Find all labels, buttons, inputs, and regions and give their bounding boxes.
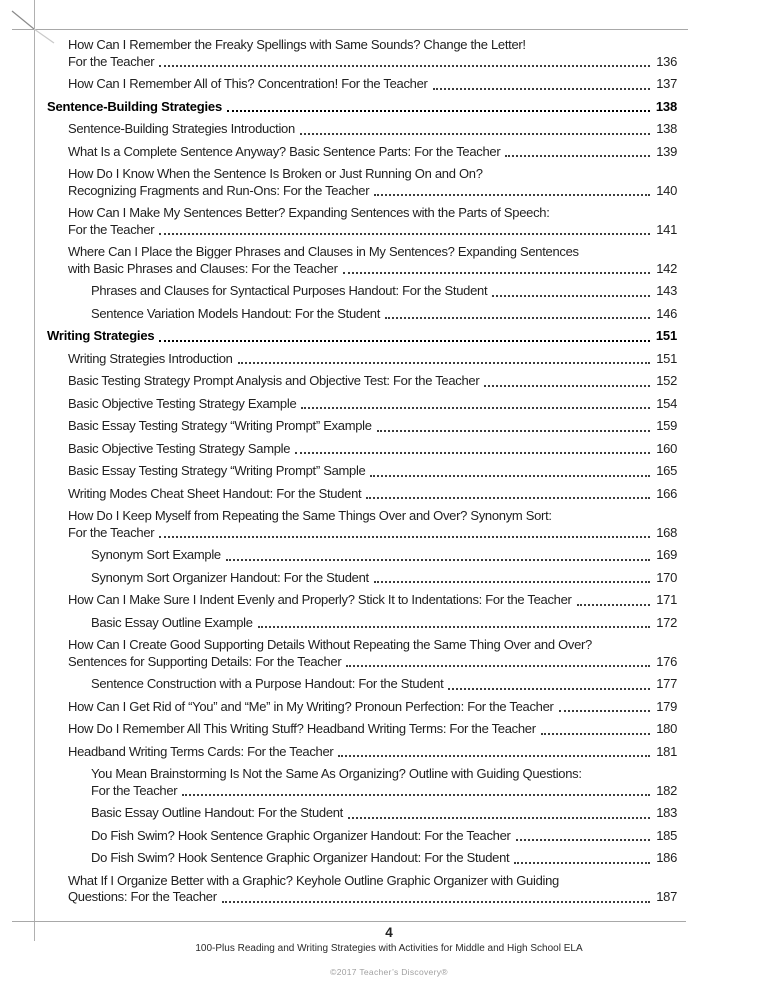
toc-entry-title: Synonym Sort Organizer Handout: For the Student — [91, 569, 369, 585]
toc-entry-last-line — [68, 373, 677, 390]
toc-entry-title: Writing Strategies Introduction — [68, 350, 233, 366]
toc-entry — [47, 328, 677, 345]
toc-entry-page-number: 138 — [656, 121, 677, 136]
toc-entry-page-number: 152 — [656, 373, 677, 388]
toc-entry — [47, 373, 677, 390]
toc-entry-title: Headband Writing Terms Cards: For the Teacher — [68, 743, 334, 759]
toc-entry-title: For the Teacher — [91, 782, 178, 798]
toc-entry — [47, 205, 677, 238]
toc-entry — [47, 699, 677, 716]
toc-entry-page-number: 168 — [656, 524, 677, 540]
toc-entry-title: Recognizing Fragments and Run-Ons: For the Teacher — [68, 182, 370, 198]
dot-leader — [448, 676, 650, 690]
toc-entry-title: Writing Modes Cheat Sheet Handout: For the Student — [68, 485, 362, 501]
toc-entry — [47, 570, 677, 587]
toc-entry — [47, 463, 677, 480]
copyright-notice: ©2017 Teacher’s Discovery® — [330, 967, 448, 977]
toc-entry-wrapped-lines — [68, 637, 677, 654]
toc-entry-last-line — [91, 570, 677, 587]
toc-entry — [47, 418, 677, 435]
toc-entry-page-number: 169 — [656, 547, 677, 562]
toc-entry-title: How Do I Remember All This Writing Stuff? Headband Writing Terms: For the Teacher — [68, 721, 536, 736]
toc-entry-title: Sentence Variation Models Handout: For the Student — [91, 305, 381, 321]
toc-entry — [47, 508, 677, 541]
toc-entry-page-number: 182 — [656, 782, 677, 798]
toc-entry-title: Phrases and Clauses for Syntactical Purposes Handout: For the Student — [91, 283, 488, 298]
toc-entry — [47, 615, 677, 632]
toc-entry-last-line — [68, 592, 677, 609]
toc-entry-title: Do Fish Swim? Hook Sentence Graphic Organizer Handout: For the Teacher — [91, 827, 511, 843]
dot-leader — [227, 99, 650, 113]
toc-entry-page-number: 176 — [656, 653, 677, 669]
toc-entry-last-line — [68, 699, 677, 716]
dot-leader — [492, 283, 650, 297]
toc-entry — [47, 828, 677, 845]
toc-entry-last-line — [91, 676, 677, 693]
toc-entry — [47, 283, 677, 300]
dot-leader — [295, 441, 650, 455]
toc-entry-line: How Do I Keep Myself from Repeating the Same Things Over and Over? Synonym Sort: — [68, 508, 552, 523]
toc-entry-page-number: 183 — [656, 805, 677, 820]
toc-entry-wrapped-lines — [68, 508, 677, 525]
toc-entry-last-line — [91, 306, 677, 323]
toc-entry-page-number: 151 — [655, 328, 677, 343]
dot-leader — [374, 183, 650, 197]
toc-entry-last-line — [68, 721, 677, 738]
toc-entry-title: Sentence-Building Strategies Introduction — [68, 121, 295, 136]
toc-entry-last-line — [91, 850, 677, 867]
toc-entry-title: Basic Essay Outline Example — [91, 614, 253, 630]
toc-entry-last-line — [91, 805, 677, 822]
dot-leader — [385, 306, 650, 320]
toc-entry-title: Sentence Construction with a Purpose Handout: For the Student — [91, 676, 444, 691]
toc-entry-page-number: 186 — [656, 850, 677, 865]
toc-entry-title: Questions: For the Teacher — [68, 889, 217, 904]
toc-entry-title: What Is a Complete Sentence Anyway? Basic Sentence Parts: For the Teacher — [68, 143, 501, 159]
toc-entry — [47, 805, 677, 822]
dot-leader — [238, 351, 650, 365]
toc-entry-page-number: 180 — [656, 721, 677, 736]
toc-entry-page-number: 170 — [656, 569, 677, 585]
toc-entry-wrapped-lines — [68, 205, 677, 222]
toc-entry-title: How Can I Make Sure I Indent Evenly and Properly? Stick It to Indentations: For the Teacher — [68, 592, 572, 607]
toc-entry-wrapped-lines — [68, 244, 677, 261]
toc-entry-line: How Can I Make My Sentences Better? Expanding Sentences with the Parts of Speech: — [68, 205, 550, 220]
toc-entry-page-number: 171 — [656, 592, 677, 607]
dot-leader — [159, 222, 650, 236]
toc-list — [47, 37, 677, 912]
toc-entry — [47, 76, 677, 93]
toc-entry — [47, 244, 677, 277]
toc-entry-last-line — [91, 615, 677, 632]
toc-entry-title: Basic Essay Outline Handout: For the Student — [91, 805, 343, 820]
toc-entry-last-line — [68, 418, 677, 435]
toc-entry-last-line — [68, 396, 677, 413]
toc-entry-title: Do Fish Swim? Hook Sentence Graphic Organizer Handout: For the Student — [91, 850, 510, 865]
folio-page-number: 4 — [385, 925, 393, 940]
toc-entry — [47, 121, 677, 138]
dot-leader — [222, 889, 650, 903]
toc-entry-last-line — [68, 486, 677, 503]
toc-entry-last-line — [68, 744, 677, 761]
toc-entry — [47, 441, 677, 458]
toc-entry — [47, 766, 677, 799]
toc-entry — [47, 873, 677, 906]
toc-entry-title: Basic Testing Strategy Prompt Analysis and Objective Test: For the Teacher — [68, 373, 480, 388]
toc-entry — [47, 676, 677, 693]
toc-entry-title: Writing Strategies — [47, 328, 155, 343]
toc-entry-wrapped-lines — [91, 766, 677, 783]
toc-entry — [47, 144, 677, 161]
toc-entry-last-line — [68, 144, 677, 161]
toc-entry-last-line — [68, 889, 677, 906]
toc-entry-page-number: 142 — [656, 260, 677, 276]
toc-entry-last-line — [91, 283, 677, 300]
toc-entry-last-line — [47, 328, 677, 345]
toc-entry-page-number: 160 — [656, 440, 677, 456]
dot-leader — [338, 744, 650, 758]
toc-entry-page-number: 181 — [656, 743, 677, 759]
dot-leader — [301, 396, 650, 410]
toc-entry-line: How Do I Know When the Sentence Is Broken or Just Running On and On? — [68, 166, 483, 181]
toc-entry — [47, 396, 677, 413]
toc-entry-last-line — [68, 351, 677, 368]
toc-entry-title: with Basic Phrases and Clauses: For the Teacher — [68, 260, 338, 276]
toc-entry — [47, 637, 677, 670]
toc-entry — [47, 99, 677, 116]
toc-entry-page-number: 143 — [656, 283, 677, 298]
toc-entry-last-line — [68, 54, 677, 71]
dot-leader — [159, 328, 650, 342]
toc-entry — [47, 592, 677, 609]
dot-leader — [516, 828, 650, 842]
dot-leader — [348, 805, 650, 819]
toc-entry-last-line — [68, 222, 677, 239]
toc-entry-last-line — [91, 547, 677, 564]
toc-entry-last-line — [68, 441, 677, 458]
toc-entry-line: You Mean Brainstorming Is Not the Same As Organizing? Outline with Guiding Questions: — [91, 766, 582, 781]
crop-mark-vertical-line — [34, 0, 35, 941]
toc-entry-title: Basic Essay Testing Strategy “Writing Prompt” Example — [68, 418, 372, 433]
dot-leader — [182, 783, 650, 797]
toc-entry-page-number: 154 — [656, 395, 677, 411]
dot-leader — [159, 54, 650, 68]
toc-entry-last-line — [68, 76, 677, 93]
dot-leader — [559, 699, 650, 713]
toc-entry-title: Basic Objective Testing Strategy Example — [68, 395, 297, 411]
page-footer — [0, 921, 778, 977]
dot-leader — [433, 76, 650, 90]
toc-entry-last-line — [68, 654, 677, 671]
toc-entry-page-number: 141 — [656, 221, 677, 237]
toc-entry-line: How Can I Remember the Freaky Spellings with Same Sounds? Change the Letter! — [68, 37, 526, 52]
toc-entry-line: What If I Organize Better with a Graphic? Keyhole Outline Graphic Organizer with Guiding — [68, 872, 559, 888]
toc-entry-title: Basic Essay Testing Strategy “Writing Prompt” Sample — [68, 463, 366, 478]
toc-entry-title: Synonym Sort Example — [91, 547, 221, 562]
dot-leader — [541, 721, 650, 735]
dot-leader — [159, 525, 650, 539]
toc-entry-page-number: 136 — [656, 53, 677, 69]
toc-entry — [47, 547, 677, 564]
toc-entry-page-number: 146 — [656, 305, 677, 321]
toc-entry-page-number: 172 — [656, 614, 677, 630]
dot-leader — [377, 418, 650, 432]
toc-entry-page-number: 137 — [656, 76, 677, 91]
toc-entry-last-line — [47, 99, 677, 116]
toc-entry-page-number: 140 — [656, 182, 677, 198]
toc-entry-title: For the Teacher — [68, 524, 155, 540]
toc-entry-title: For the Teacher — [68, 53, 155, 69]
dot-leader — [258, 615, 650, 629]
toc-entry-wrapped-lines — [68, 37, 677, 54]
toc-entry-title: Basic Objective Testing Strategy Sample — [68, 440, 291, 456]
dot-leader — [226, 547, 650, 561]
toc-entry-title: How Can I Remember All of This? Concentration! For the Teacher — [68, 76, 428, 91]
dot-leader — [505, 144, 650, 158]
toc-entry-line: Where Can I Place the Bigger Phrases and Clauses in My Sentences? Expanding Sentences — [68, 244, 579, 259]
dot-leader — [374, 570, 650, 584]
toc-entry — [47, 37, 677, 70]
toc-entry — [47, 850, 677, 867]
toc-entry-last-line — [68, 121, 677, 138]
toc-entry-last-line — [68, 463, 677, 480]
toc-entry-wrapped-lines — [68, 873, 677, 890]
toc-entry-page-number: 166 — [656, 485, 677, 501]
toc-entry-page-number: 138 — [655, 98, 677, 114]
toc-entry-page-number: 139 — [656, 143, 677, 159]
toc-entry — [47, 744, 677, 761]
toc-entry-line: How Can I Create Good Supporting Details Without Repeating the Same Thing Over and Over? — [68, 637, 592, 652]
book-title: 100-Plus Reading and Writing Strategies with Activities for Middle and High School ELA — [195, 943, 583, 954]
toc-entry-page-number: 179 — [656, 698, 677, 714]
toc-entry-last-line — [68, 261, 677, 278]
dot-leader — [346, 654, 650, 668]
dot-leader — [577, 592, 650, 606]
toc-entry-page-number: 151 — [656, 350, 677, 366]
toc-entry-last-line — [91, 828, 677, 845]
toc-entry-last-line — [68, 525, 677, 542]
toc-entry-page-number: 185 — [656, 827, 677, 843]
toc-entry-title: Sentence-Building Strategies — [47, 98, 222, 114]
dot-leader — [370, 463, 650, 477]
toc-entry — [47, 486, 677, 503]
toc-entry — [47, 351, 677, 368]
toc-entry-title: For the Teacher — [68, 221, 155, 237]
toc-entry — [47, 721, 677, 738]
toc-entry-title: How Can I Get Rid of “You” and “Me” in My Writing? Pronoun Perfection: For the Teacher — [68, 698, 554, 714]
toc-entry-title: Sentences for Supporting Details: For the Teacher — [68, 653, 342, 669]
dot-leader — [300, 121, 650, 135]
toc-entry-page-number: 165 — [656, 463, 677, 478]
crop-mark-top-rule — [12, 29, 688, 30]
dot-leader — [343, 261, 650, 275]
toc-entry-page-number: 177 — [656, 676, 677, 691]
toc-entry-page-number: 187 — [656, 889, 677, 904]
dot-leader — [514, 850, 650, 864]
dot-leader — [484, 373, 650, 387]
toc-entry-last-line — [68, 183, 677, 200]
toc-entry-last-line — [91, 783, 677, 800]
toc-entry-page-number: 159 — [656, 418, 677, 433]
toc-entry-wrapped-lines — [68, 166, 677, 183]
toc-entry — [47, 306, 677, 323]
toc-entry — [47, 166, 677, 199]
dot-leader — [366, 486, 650, 500]
